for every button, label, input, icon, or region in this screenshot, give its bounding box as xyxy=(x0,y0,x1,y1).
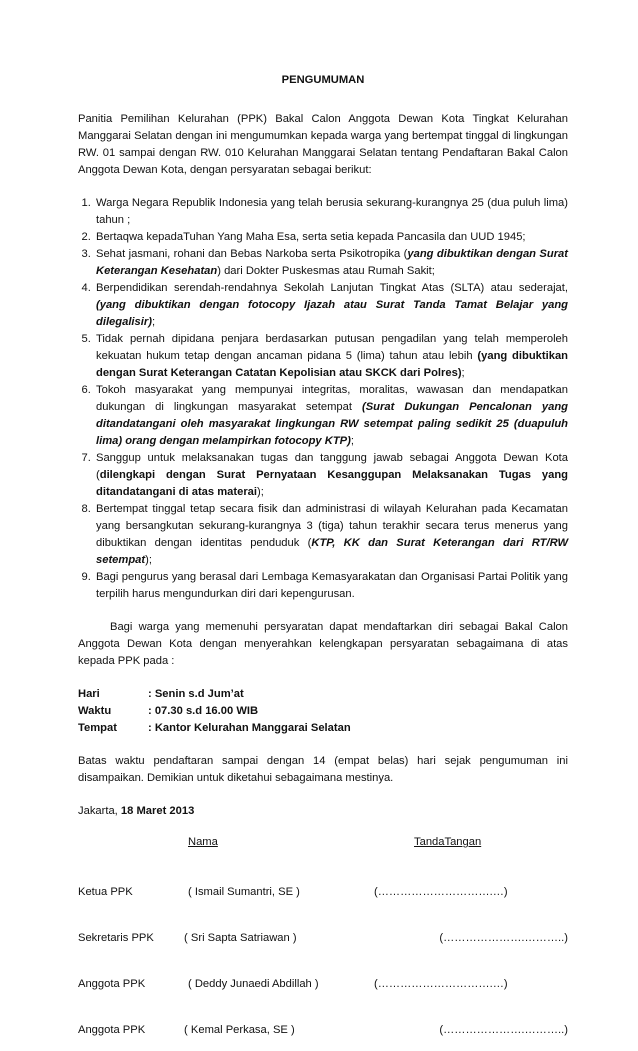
requirement-item xyxy=(94,450,568,501)
requirement-emphasis: dilengkapi dengan Surat Pernyataan Kesanggupan Melaksanakan Tugas yang ditandatangani di atas materai xyxy=(96,469,568,498)
place-date xyxy=(78,803,568,820)
requirement-text: ; xyxy=(461,367,465,379)
requirement-text: Tokoh masyarakat yang mempunyai integritas, moralitas, wawasan dan mendapatkan dukungan di lingkungan masyarakat setempat xyxy=(96,384,568,413)
intro-paragraph: Panitia Pemilihan Kelurahan (PPK) Bakal Calon Anggota Dewan Kota Tingkat Kelurahan Manggarai Selatan dengan ini mengumumkan kepada warga yang bertempat tinggal di lingkungan RW. 01 sampai dengan RW. 010 Kelurahan Manggarai Selatan tentang Pendaftaran Bakal Calon Anggota Dewan Kota, dengan persyaratan sebagai berikut: xyxy=(78,113,568,176)
requirement-text: Bertempat tinggal tetap secara fisik dan administrasi di wilayah Kelurahan pada Kecamatan yang bersangkutan sekurang-kurangnya 3 (tiga) tahun terakhir secara terus menerus yang dibuktikan dengan identitas penduduk ( xyxy=(96,503,568,549)
requirement-text: Bagi pengurus yang berasal dari Lembaga Kemasyarakatan dan Organisasi Partai Politik yang terpilih harus mengundurkan diri dari kepengurusan. xyxy=(96,571,568,600)
requirement-item xyxy=(94,280,568,331)
requirement-text: Sehat jasmani, rohani dan Bebas Narkoba serta Psikotropika ( xyxy=(96,248,408,260)
requirement-text: ; xyxy=(151,316,156,328)
date-value: 18 Maret 2013 xyxy=(120,805,195,817)
schedule-label: Hari xyxy=(78,688,100,700)
signatory-row xyxy=(78,930,568,947)
signatory-name: ( Kemal Perkasa, SE ) xyxy=(184,1024,295,1036)
schedule-row-place xyxy=(78,720,568,737)
requirement-item xyxy=(94,195,568,229)
signature-blank: (………………….………..) xyxy=(439,1024,568,1036)
document-title: PENGUMUMAN xyxy=(281,74,365,86)
signatory-row xyxy=(78,1022,568,1039)
registration-paragraph: Bagi warga yang memenuhi persyaratan dapat mendaftarkan diri sebagai Bakal Calon Anggota Dewan Kota dengan menyerahkan kelengkapan persyaratan sebagaimana di atas kepada PPK pada : xyxy=(78,621,568,667)
requirements-list xyxy=(78,195,568,603)
requirement-emphasis: KTP, KK dan Surat Keterangan dari RT/RW setempat xyxy=(96,537,569,566)
signature-table-header xyxy=(78,834,568,851)
requirement-text: ) dari Dokter Puskesmas atau Rumah Sakit; xyxy=(217,265,435,277)
schedule-value: : Senin s.d Jum’at xyxy=(148,688,244,700)
signatory-role: Ketua PPK xyxy=(78,886,133,898)
requirement-text: ); xyxy=(257,486,264,498)
signatory-row xyxy=(78,976,568,993)
requirement-text: ); xyxy=(145,554,152,566)
requirement-text: ; xyxy=(350,435,354,447)
signatory-name: ( Sri Sapta Satriawan ) xyxy=(184,932,297,944)
requirement-text: Berpendidikan serendah-rendahnya Sekolah Lanjutan Tingkat Atas (SLTA) atau sederajat, xyxy=(96,282,568,294)
schedule-row-day xyxy=(78,686,568,703)
requirement-text: Tidak pernah dipidana penjara berdasarkan putusan pengadilan yang telah memperoleh kekuatan hukum tetap dengan ancaman pidana 5 (lima) tahun atau lebih xyxy=(96,333,568,362)
place-label: Jakarta, xyxy=(78,805,121,817)
deadline-paragraph: Batas waktu pendaftaran sampai dengan 14 (empat belas) hari sejak pengumuman ini disampaikan. Demikian untuk diketahui sebagaimana mestinya. xyxy=(78,755,568,784)
requirement-item xyxy=(94,246,568,280)
signatory-role: Sekretaris PPK xyxy=(78,932,154,944)
announcement-document xyxy=(78,72,568,1039)
requirement-emphasis: (Surat Dukungan Pencalonan yang ditandatangani oleh masyarakat lingkungan RW setempat paling sedikit 25 (duapuluh lima) orang dengan melampirkan fotocopy KTP) xyxy=(96,401,568,447)
requirement-item xyxy=(94,331,568,382)
signature-column-header: TandaTangan xyxy=(414,836,482,848)
schedule-value: : 07.30 s.d 16.00 WIB xyxy=(148,705,259,717)
schedule-block xyxy=(78,686,568,737)
requirement-emphasis: (yang dibuktikan dengan Surat Keterangan Catatan Kepolisian atau SKCK dari Polres) xyxy=(96,350,569,379)
schedule-value: : Kantor Kelurahan Manggarai Selatan xyxy=(148,722,351,734)
requirement-item xyxy=(94,229,568,246)
signatory-row xyxy=(78,884,568,901)
requirement-item xyxy=(94,501,568,569)
schedule-label: Waktu xyxy=(78,705,112,717)
signatory-role: Anggota PPK xyxy=(78,978,146,990)
requirement-text: Sanggup untuk melaksanakan tugas dan tanggung jawab sebagai Anggota Dewan Kota ( xyxy=(96,452,568,481)
signature-blank: (………………………….…) xyxy=(374,978,508,990)
name-column-header: Nama xyxy=(188,836,218,848)
schedule-row-time xyxy=(78,703,568,720)
signatory-name: ( Ismail Sumantri, SE ) xyxy=(188,886,300,898)
signatory-role: Anggota PPK xyxy=(78,1024,146,1036)
requirement-text: Warga Negara Republik Indonesia yang telah berusia sekurang-kurangnya 25 (dua puluh lima) tahun ; xyxy=(96,197,568,226)
signature-blank: (………………………….…) xyxy=(374,886,508,898)
signature-blank: (………………….………..) xyxy=(439,932,568,944)
requirement-text: Bertaqwa kepadaTuhan Yang Maha Esa, serta setia kepada Pancasila dan UUD 1945; xyxy=(96,231,526,243)
requirement-item xyxy=(94,569,568,603)
signatory-name: ( Deddy Junaedi Abdillah ) xyxy=(188,978,319,990)
requirement-emphasis: (yang dibuktikan dengan fotocopy Ijazah atau Surat Tanda Tamat Belajar yang dilegalisir) xyxy=(96,299,568,328)
requirement-emphasis: yang dibuktikan dengan Surat Keterangan Kesehatan xyxy=(96,248,568,277)
schedule-label: Tempat xyxy=(78,722,117,734)
requirement-item xyxy=(94,382,568,450)
